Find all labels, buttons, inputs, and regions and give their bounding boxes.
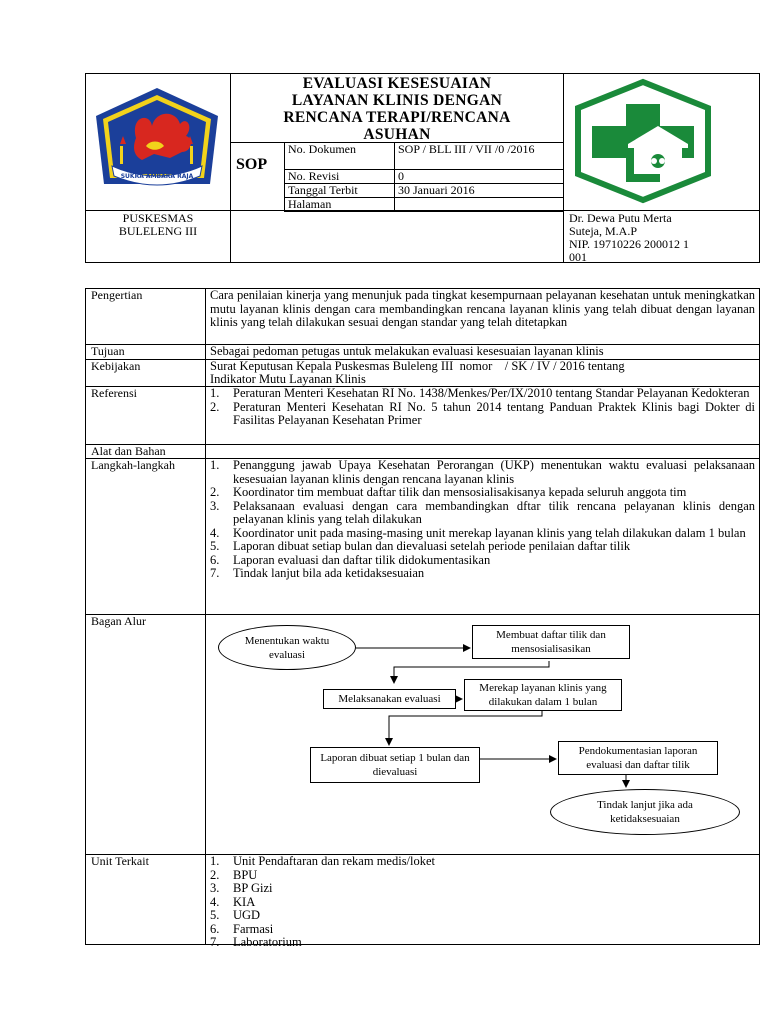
label-langkah: Langkah-langkah: [91, 458, 175, 472]
divider: [230, 74, 231, 262]
signer-line: 001: [569, 250, 587, 264]
list-item: 1. Peraturan Menteri Kesehatan RI No. 1438/Menkes/Per/IX/2010 tentang Standar Pelayanan Kedokteran: [210, 386, 750, 400]
org-line: BULELENG III: [118, 224, 198, 238]
meta-row: [285, 198, 564, 212]
list-item: 2. BPU: [210, 867, 258, 882]
meta-label: Tanggal Terbit: [285, 184, 395, 198]
title-line: EVALUASI KESESUAIAN: [302, 75, 492, 92]
flow-node-label: Merekap layanan klinis yang dilakukan dalam 1 bulan: [479, 682, 607, 708]
unit-item-text: UGD: [233, 908, 261, 922]
list-item: 3. BP Gizi: [210, 881, 273, 895]
label-kebijakan: Kebijakan: [91, 359, 141, 373]
list-item: 6. Laporan evaluasi dan daftar tilik didokumentasikan: [210, 552, 491, 567]
unit-list: [210, 855, 755, 950]
unit-item-text: Laboratorium: [233, 935, 302, 949]
document-header: [85, 73, 760, 263]
referensi-item-text: Peraturan Menteri Kesehatan RI No. 1438/Menkes/Per/IX/2010 tentang Standar Pelayanan Kedokteran: [233, 386, 750, 400]
meta-value: SOP / BLL III / VII /0 /2016: [395, 143, 564, 170]
flow-node: [323, 689, 456, 709]
flowchart: [206, 615, 759, 854]
signer-block: [569, 212, 757, 264]
org-line: PUSKESMAS: [122, 211, 194, 225]
unit-item-text: Farmasi: [233, 921, 274, 936]
list-item: 6. Farmasi: [210, 921, 274, 936]
list-item: 5. Laporan dibuat setiap bulan dan dievaluasi setelah periode penilaian daftar tilik: [210, 539, 631, 553]
organization-name: [86, 212, 230, 238]
flow-node-label: Melaksanakan evaluasi: [338, 693, 441, 705]
label-unit-terkait: Unit Terkait: [91, 854, 149, 868]
flow-node-label: Laporan dibuat setiap 1 bulan dan dievaluasi: [320, 752, 470, 778]
unit-item-text: Unit Pendaftaran dan rekam medis/loket: [233, 854, 436, 868]
flow-node: [464, 679, 622, 711]
flow-node-label: Membuat daftar tilik dan mensosialisasikan: [496, 629, 606, 655]
langkah-list: [210, 459, 755, 581]
unit-item-text: BP Gizi: [233, 881, 273, 895]
signer-line: Suteja, M.A.P: [569, 224, 638, 238]
buleleng-logo-icon: [90, 86, 224, 198]
list-item: 4. Koordinator unit pada masing-masing unit merekap layanan klinis yang telah dilakukan dalam 1 bulan: [210, 525, 746, 540]
flow-node-label: Tindak lanjut jika ada ketidaksesuaian: [597, 799, 693, 825]
referensi-list: [210, 387, 755, 428]
sop-body-table: [85, 288, 760, 949]
langkah-item-text: Penanggung jawab Upaya Kesehatan Perorangan (UKP) menentukan waktu evaluasi pelaksanaan kesesuaian layanan klinis dengan rencana layanan klinis: [233, 458, 755, 486]
document-title: [236, 75, 558, 143]
meta-value: [395, 198, 564, 212]
list-item: 5. UGD: [210, 908, 261, 922]
langkah-item-text: Pelaksanaan evaluasi dengan cara membandingkan dftar tilik rencana pelayanan klinis dengan pelayanan klinis yang telah dilakukan: [233, 498, 755, 526]
label-alat-bahan: Alat dan Bahan: [91, 444, 166, 458]
flow-node-label: Pendokumentasian laporan evaluasi dan daftar tilik: [578, 745, 698, 771]
langkah-item-text: Laporan evaluasi dan daftar tilik didokumentasikan: [233, 552, 491, 567]
tujuan-text: Sebagai pedoman petugas untuk melakukan evaluasi kesesuaian layanan klinis: [210, 344, 604, 358]
title-line: RENCANA TERAPI/RENCANA: [283, 109, 511, 126]
meta-row: [285, 170, 564, 184]
flow-node-end: [550, 789, 740, 835]
flow-node-label: Menentukan waktu evaluasi: [244, 634, 330, 661]
flow-node: [472, 625, 630, 659]
signer-line: Dr. Dewa Putu Merta: [569, 211, 672, 225]
langkah-item-text: Tindak lanjut bila ada ketidaksesuaian: [233, 566, 425, 580]
label-bagan-alur: Bagan Alur: [91, 614, 146, 628]
flow-node: [310, 747, 480, 783]
puskesmas-logo-icon: [568, 78, 718, 204]
list-item: 1. Unit Pendaftaran dan rekam medis/loket: [210, 854, 436, 868]
signer-line: NIP. 19710226 200012 1: [569, 237, 690, 251]
meta-value: 30 Januari 2016: [395, 184, 564, 198]
list-item: 2. Peraturan Menteri Kesehatan RI No. 5 tahun 2014 tentang Panduan Praktek Klinis bagi Dokter di Fasilitas Pelayanan Kesehatan Primer: [210, 399, 755, 427]
meta-row: [285, 143, 564, 170]
svg-text:SUKRA AMBARA RAJA: SUKRA AMBARA RAJA: [120, 173, 194, 180]
list-item: 7. Laboratorium: [210, 935, 302, 949]
label-pengertian: Pengertian: [91, 288, 143, 302]
label-tujuan: Tujuan: [91, 344, 125, 358]
kebijakan-line: Surat Keputusan Kepala Puskesmas Buleleng III nomor / SK / IV / 2016 tentang: [210, 359, 625, 373]
divider: [86, 444, 759, 445]
langkah-item-text: Koordinator tim membuat daftar tilik dan mensosialisakisanya kepada seluruh anggota tim: [233, 485, 687, 499]
list-item: 2. Koordinator tim membuat daftar tilik dan mensosialisakisanya kepada seluruh anggota tim: [210, 485, 687, 499]
list-item: 7. Tindak lanjut bila ada ketidaksesuaian: [210, 566, 425, 580]
meta-label: Halaman: [285, 198, 395, 212]
referensi-item-text: Peraturan Menteri Kesehatan RI No. 5 tahun 2014 tentang Panduan Praktek Klinis bagi Dokter di Fasilitas Pelayanan Kesehatan Primer: [233, 399, 755, 427]
label-referensi: Referensi: [91, 386, 137, 400]
list-item: 1. Penanggung jawab Upaya Kesehatan Perorangan (UKP) menentukan waktu evaluasi pelaksanaan kesesuaian layanan klinis dengan rencana layanan klinis: [210, 458, 755, 486]
document-meta-table: [284, 142, 564, 212]
meta-label: No. Dokumen: [285, 143, 395, 170]
flow-node: [558, 741, 718, 775]
pengertian-text: Cara penilaian kinerja yang menunjuk pada tingkat kesempurnaan pelayanan kesehatan untuk meningkatkan mutu layanan klinis dengan cara membandingkan rencana layanan klinis yang telah dibuat dengan layanan klinis yang telah dilakukan sesuai dengan standar yang telah ditetapkan: [210, 288, 755, 329]
list-item: 4. KIA: [210, 894, 256, 909]
sop-label: SOP: [236, 156, 268, 173]
unit-item-text: KIA: [233, 894, 256, 909]
flow-node-start: [218, 625, 356, 670]
title-line: ASUHAN: [363, 126, 431, 143]
list-item: 3. Pelaksanaan evaluasi dengan cara membandingkan dftar tilik rencana pelayanan klinis dengan pelayanan klinis yang telah dilakukan: [210, 498, 755, 526]
meta-label: No. Revisi: [285, 170, 395, 184]
meta-row: [285, 184, 564, 198]
langkah-item-text: Laporan dibuat setiap bulan dan dievaluasi setelah periode penilaian daftar tilik: [233, 539, 631, 553]
langkah-item-text: Koordinator unit pada masing-masing unit merekap layanan klinis yang telah dilakukan dalam 1 bulan: [233, 525, 746, 540]
unit-item-text: BPU: [233, 867, 258, 882]
meta-value: 0: [395, 170, 564, 184]
title-line: LAYANAN KLINIS DENGAN: [291, 92, 503, 109]
kebijakan-line: Indikator Mutu Layanan Klinis: [210, 372, 366, 386]
